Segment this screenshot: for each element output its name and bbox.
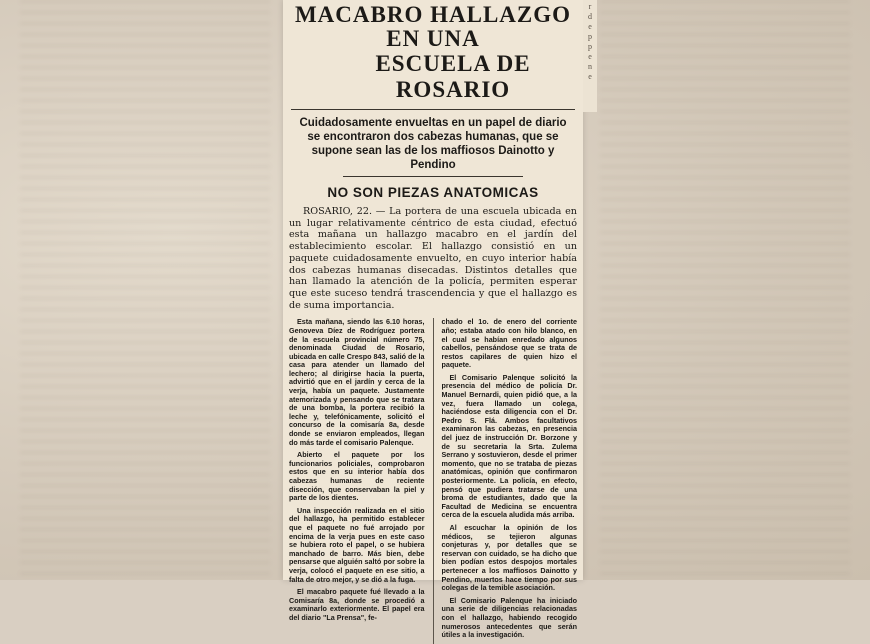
strip-letter: p: [588, 42, 592, 51]
strip-letter: p: [588, 32, 592, 41]
column-divider: [433, 318, 434, 643]
body-column-left: [289, 318, 425, 643]
strip-letter: d: [588, 12, 592, 21]
headline-line-2: ESCUELA DE ROSARIO: [375, 51, 531, 102]
column-paragraph: El Comisario Palenque solicitó la presencia del médico de policía Dr. Manuel Bernardi, quien pidió que, a la vez, fuera llamado un colega, haciéndose esta diligencia con el Dr. Pedro S. Flá. Ambos facultativos examinaron las cabezas, en presencia del juez de instrucción Dr. Borzone y de su secretaria la Srta. Zulema Serrano y sostuvieron, desde el primer momento, que no se trataba de piezas anatómicas, opinión que confirmaron posteriormente. La policía, en efecto, pensó que pudiera tratarse de una broma de estudiantes, dado que la Facultad de Medicina se encuentra cerca de la escuela aludida más arriba.: [441, 372, 577, 520]
strip-letter: r: [588, 2, 592, 11]
column-paragraph: Al escuchar la opinión de los médicos, se tejieron algunas conjeturas y, por detalles que se reservan con cuidado, se ha dicho que bien podían estos despojos mortales pertenecer a los maffiosos Dainotto y Pendino, muertos hace tiempo por sus colegas de la temible asociación.: [441, 522, 577, 593]
body-column-right: [442, 318, 578, 643]
column-paragraph: Abierto el paquete por los funcionarios policiales, comprobaron estos que en su interior había dos cabezas humanas de reciente disección, que conservaban la piel y parte de los dientes.: [289, 450, 425, 503]
deck-rule: [343, 176, 523, 177]
headline-line-1: MACABRO HALLAZGO EN UNA: [294, 2, 572, 51]
blurred-background-text-right: [600, 0, 850, 580]
strip-letter: n: [588, 62, 592, 71]
newspaper-clipping: [283, 0, 583, 640]
strip-letter: e: [588, 22, 592, 31]
deck-text: Cuidadosamente envueltas en un papel de diario se encontraron dos cabezas humanas, que se supone sean las de los maffiosos Dainotto y Pendino: [299, 117, 567, 171]
strip-letter: e: [588, 52, 592, 61]
lead-paragraph: ROSARIO, 22. — La portera de una escuela ubicada en un lugar relativamente céntrico de esta ciudad, efectuó esta mañana un hallazgo macabro en el jardín del establecimiento escolar. El hallazgo consistió en un paquete cuidadosamente envuelto, en cuyo interior había dos cabezas humanas disecadas. Distintos detalles que han llamado la atención de la policía, permiten esperar que este suceso tendrá trascendencia y que el hallazgo es de suma importancia.: [289, 206, 577, 311]
body-columns: [289, 318, 577, 643]
blurred-background-text-left: [20, 0, 270, 580]
strip-letter: e: [588, 72, 592, 81]
adjacent-clipping-strip: [583, 0, 597, 112]
subheadline: NO SON PIEZAS ANATOMICAS: [327, 185, 539, 200]
headline-rule: [291, 109, 575, 110]
column-paragraph: Una inspección realizada en el sitio del hallazgo, ha permitido establecer que el paquete no fué arrojado por encima de la verja pues en este caso se hubiera roto el papel, o se hubiera manchado de barro. Más bien, debe pensarse que alguién saltó por sobre la verja, colocó el paquete en ese sitio, a falta de otro mejor, y se dió a la fuga.: [289, 505, 425, 584]
column-paragraph: El Comisario Palenque ha iniciado una serie de diligencias relacionadas con el hallazgo, habiendo recogido numerosos antecedentes que serán útiles a la investigación.: [441, 595, 577, 640]
column-paragraph: El macabro paquete fué llevado a la Comisaría 8a, donde se procedió a examinarlo exteriormente. El papel era del diario "La Prensa", fe-: [289, 587, 425, 622]
column-paragraph: chado el 1o. de enero del corriente año; estaba atado con hilo blanco, en el cual se habían enredado algunos cabellos, pensándose que se trata de restos capilares de quien hizo el paquete.: [441, 317, 577, 370]
column-paragraph: Esta mañana, siendo las 6.10 horas, Genoveva Díez de Rodríguez portera de la escuela provincial número 75, denominada Ciudad de Rosario, ubicada en calle Crespo 843, salió de la casa para atender un llamado del lechero; al dirigirse hacia la puerta, advirtió que en el jardín y cerca de la verja, había un paquete. Justamente atemorizada y pensando que se tratara de una bomba, la portera recibió la leche y, telefónicamente, solicitó el concurso de la comisaría 8a, desde donde se enviaron empleados, llegan do más tarde el comisario Palenque.: [289, 317, 425, 447]
